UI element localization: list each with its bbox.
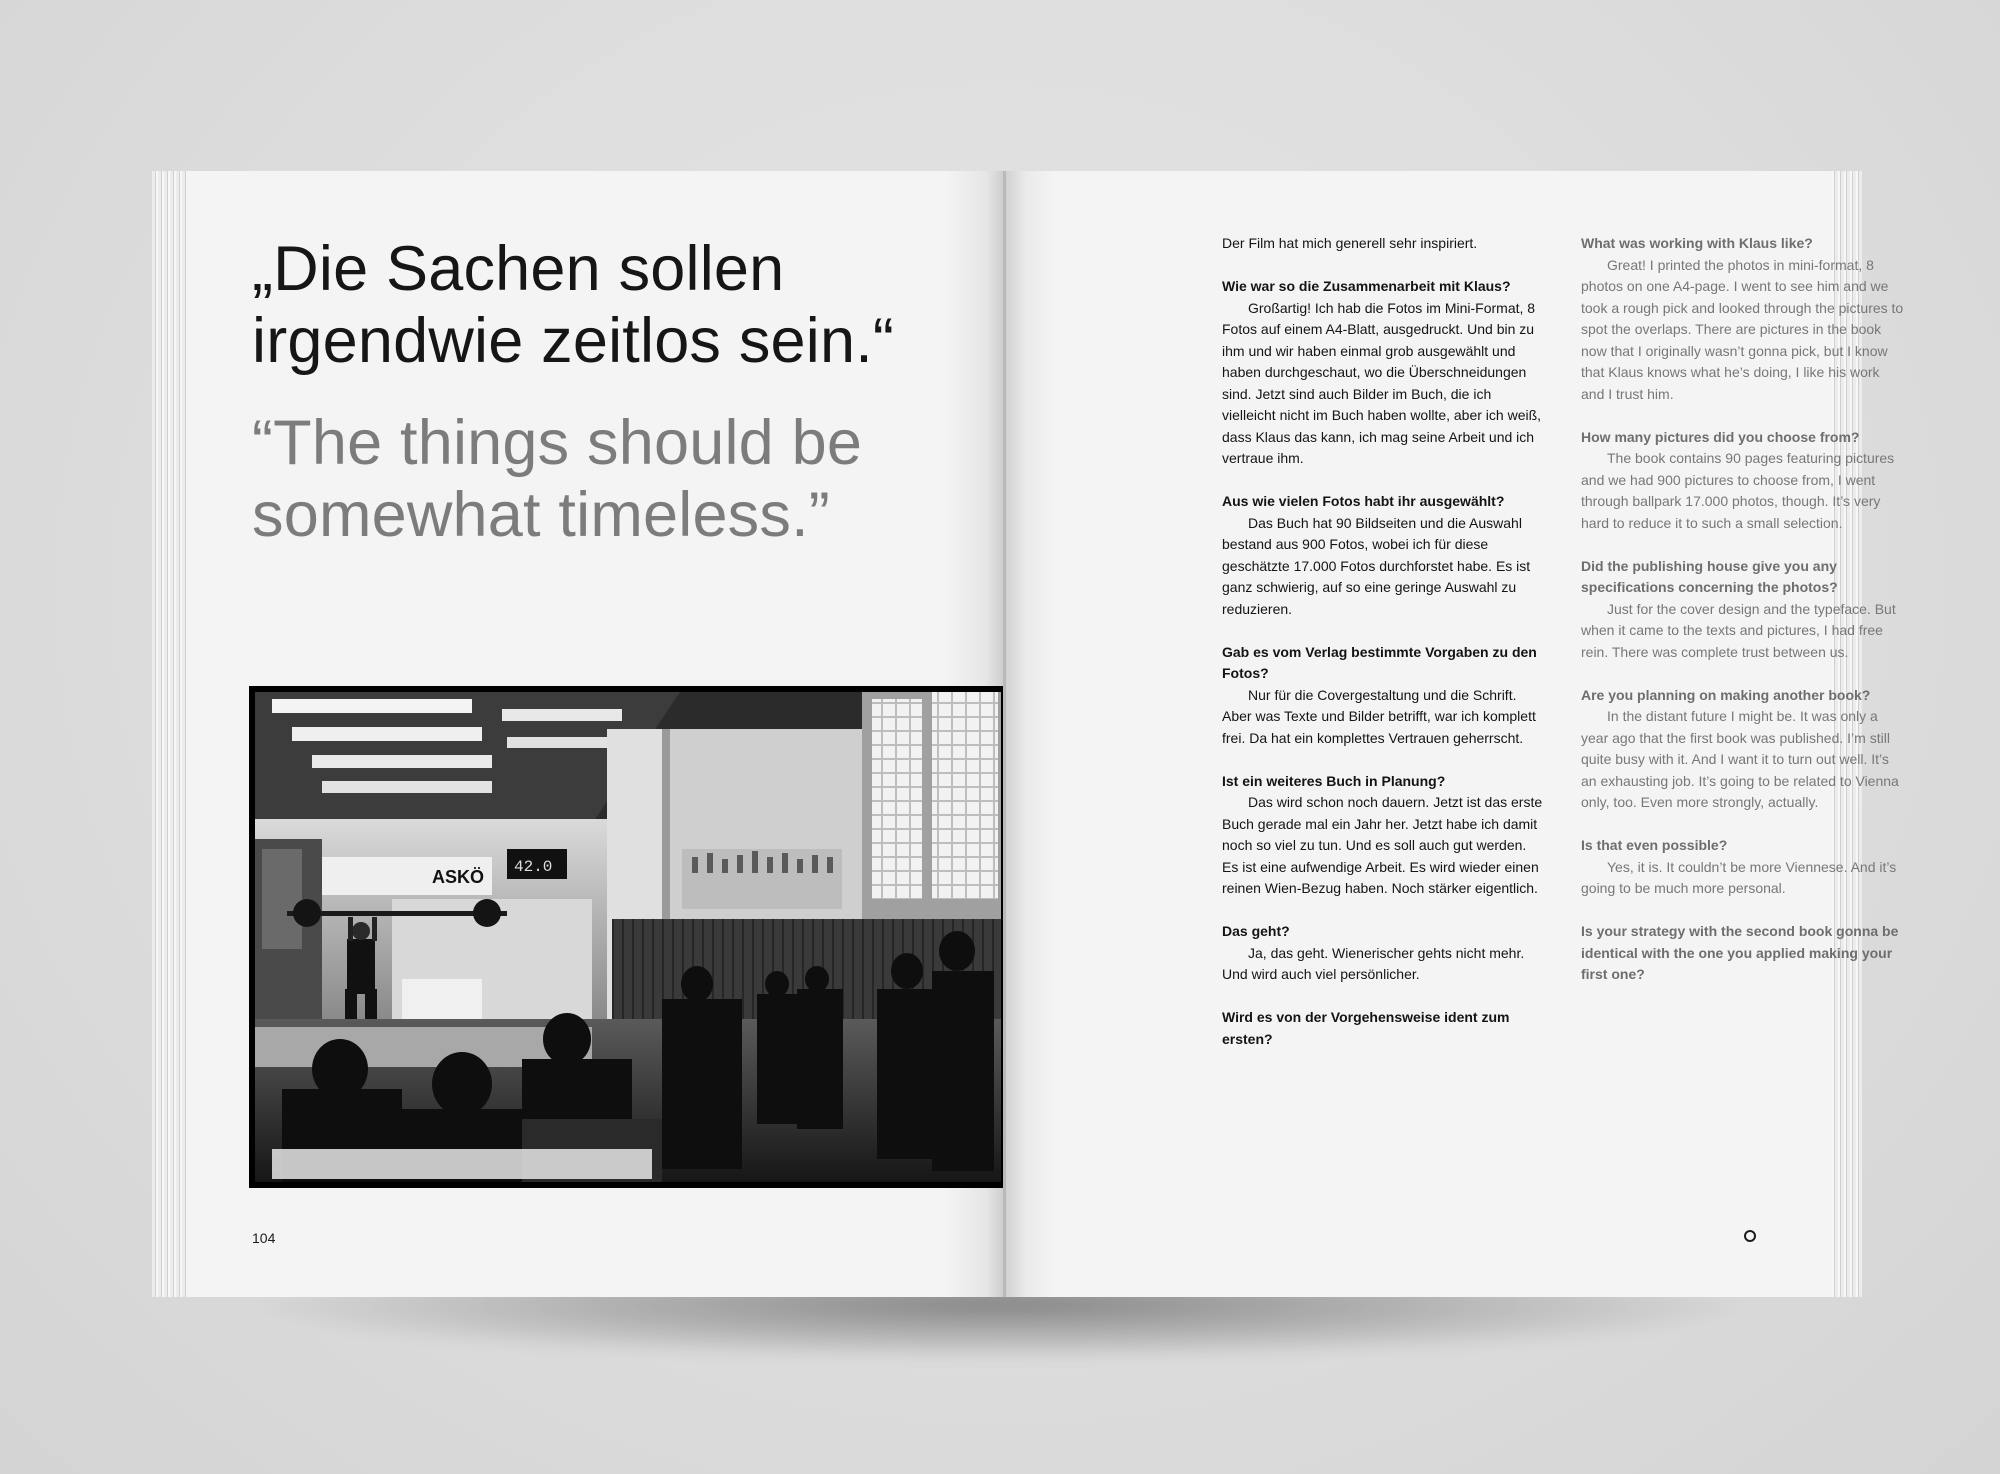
english-answer: Great! I printed the photos in mini-format, 8 photos on one A4-page. I went to see him and we took a rough pick and looked through the pictures to spot the overlaps. There are pictures in the book now that I originally wasn’t gonna pick, but I know that Klaus knows what he’s doing, I like his work and I trust him. — [1581, 256, 1904, 402]
german-question: Gab es vom Verlag bestimmte Vorgaben zu den Fotos? — [1222, 643, 1537, 681]
english-question: Is your strategy with the second book gonna be identical with the one you applied making your first one? — [1581, 923, 1899, 982]
english-question: Are you planning on making another book? — [1581, 686, 1871, 703]
english-question: Did the publishing house give you any specifications concerning the photos? — [1581, 557, 1838, 595]
english-answer: In the distant future I might be. It was only a year ago that the first book was published. I’m still quite busy with it. And I want it to turn out well. It’s an exhausting job. It’s going to be related to Vienna only, too. Even more strongly, actually. — [1581, 708, 1899, 810]
german-qa-block — [1222, 491, 1546, 620]
german-qa-block — [1222, 276, 1546, 470]
gym-photo — [252, 689, 1004, 1185]
german-qa-block — [1222, 921, 1546, 986]
german-qa-block — [1222, 1007, 1546, 1050]
english-answer: Just for the cover design and the typeface. But when it came to the texts and pictures, I had free rein. There was complete trust between us. — [1581, 600, 1896, 660]
english-qa-block — [1581, 921, 1905, 986]
english-qa-block — [1581, 427, 1905, 535]
open-book-spread — [152, 171, 1904, 1297]
english-answer: Yes, it is. It couldn’t be more Viennese. And it’s going to be much more personal. — [1581, 858, 1897, 896]
english-qa-block — [1581, 556, 1905, 664]
german-intro: Der Film hat mich generell sehr inspiriert. — [1222, 235, 1478, 251]
pull-quote-german: „Die Sachen sollen irgendwie zeitlos sein.“ — [252, 234, 895, 376]
german-answer: Nur für die Covergestaltung und die Schrift. Aber was Texte und Bilder betrifft, war ich komplett frei. Da hat ein komplettes Vertrauen geherrscht. — [1222, 686, 1536, 746]
german-qa-block — [1222, 642, 1546, 750]
english-qa-block — [1581, 233, 1905, 405]
english-qa-block — [1581, 685, 1905, 814]
german-interview-column — [1222, 233, 1546, 1072]
english-interview-column — [1581, 233, 1905, 1007]
pull-quote-english: “The things should be somewhat timeless.” — [252, 408, 863, 550]
right-page — [1006, 171, 1904, 1297]
german-answer: Das wird schon noch dauern. Jetzt ist das erste Buch gerade mal ein Jahr her. Jetzt habe ich damit noch so viel zu tun. Und es soll auch gut werden. Es ist eine aufwendige Arbeit. Es wird wieder einen reinen Wien-Bezug haben. Noch stärker eigentlich. — [1222, 794, 1543, 896]
english-question: What was working with Klaus like? — [1581, 235, 1813, 251]
german-qa-block — [1222, 771, 1546, 900]
english-question: Is that even possible? — [1581, 837, 1728, 853]
german-question: Wie war so die Zusammenarbeit mit Klaus? — [1222, 278, 1511, 294]
english-answer: The book contains 90 pages featuring pictures and we had 900 pictures to choose from, I went through ballpark 17.000 photos, though. It’s very hard to reduce it to such a small selection. — [1581, 450, 1895, 531]
german-question: Ist ein weiteres Buch in Planung? — [1222, 772, 1446, 789]
scoreboard-text: 42.0 — [514, 858, 553, 876]
german-answer: Großartig! Ich hab die Fotos im Mini-Format, 8 Fotos auf einem A4-Blatt, ausgedruckt. Und bin zu ihm und wir haben einmal grob ausgewählt und haben durchgeschaut, wo die Überschneidungen sind. Jetzt sind auch Bilder im Buch, die ich vielleicht nicht im Buch haben wollte, aber ich weiß, dass Klaus das kann, ich mag seine Arbeit und ich vertraue ihm. — [1222, 299, 1542, 466]
left-page — [152, 171, 1004, 1297]
german-answer: Ja, das geht. Wienerischer gehts nicht mehr. Und wird auch viel persönlicher. — [1222, 944, 1525, 982]
page-edges-left — [152, 171, 186, 1297]
english-question: How many pictures did you choose from? — [1581, 428, 1860, 445]
weightlifting-gym-photo — [252, 689, 1004, 1185]
german-question: Aus wie vielen Fotos habt ihr ausgewählt? — [1222, 493, 1505, 509]
page-number: 104 — [252, 1230, 276, 1246]
banner-text: ASKÖ — [432, 867, 485, 887]
german-question: Wird es von der Vorgehensweise ident zum ersten? — [1222, 1009, 1510, 1047]
german-question: Das geht? — [1222, 923, 1290, 939]
english-qa-block — [1581, 835, 1905, 900]
gutter-shadow-right — [1006, 171, 1056, 1297]
folio-circle-icon — [1744, 1230, 1756, 1242]
german-answer: Das Buch hat 90 Bildseiten und die Auswahl bestand aus 900 Fotos, wobei ich für diese geschätzte 17.000 Fotos durchforstet habe. Es ist ganz schwierig, auf so eine geringe Auswahl zu reduzieren. — [1222, 514, 1531, 617]
